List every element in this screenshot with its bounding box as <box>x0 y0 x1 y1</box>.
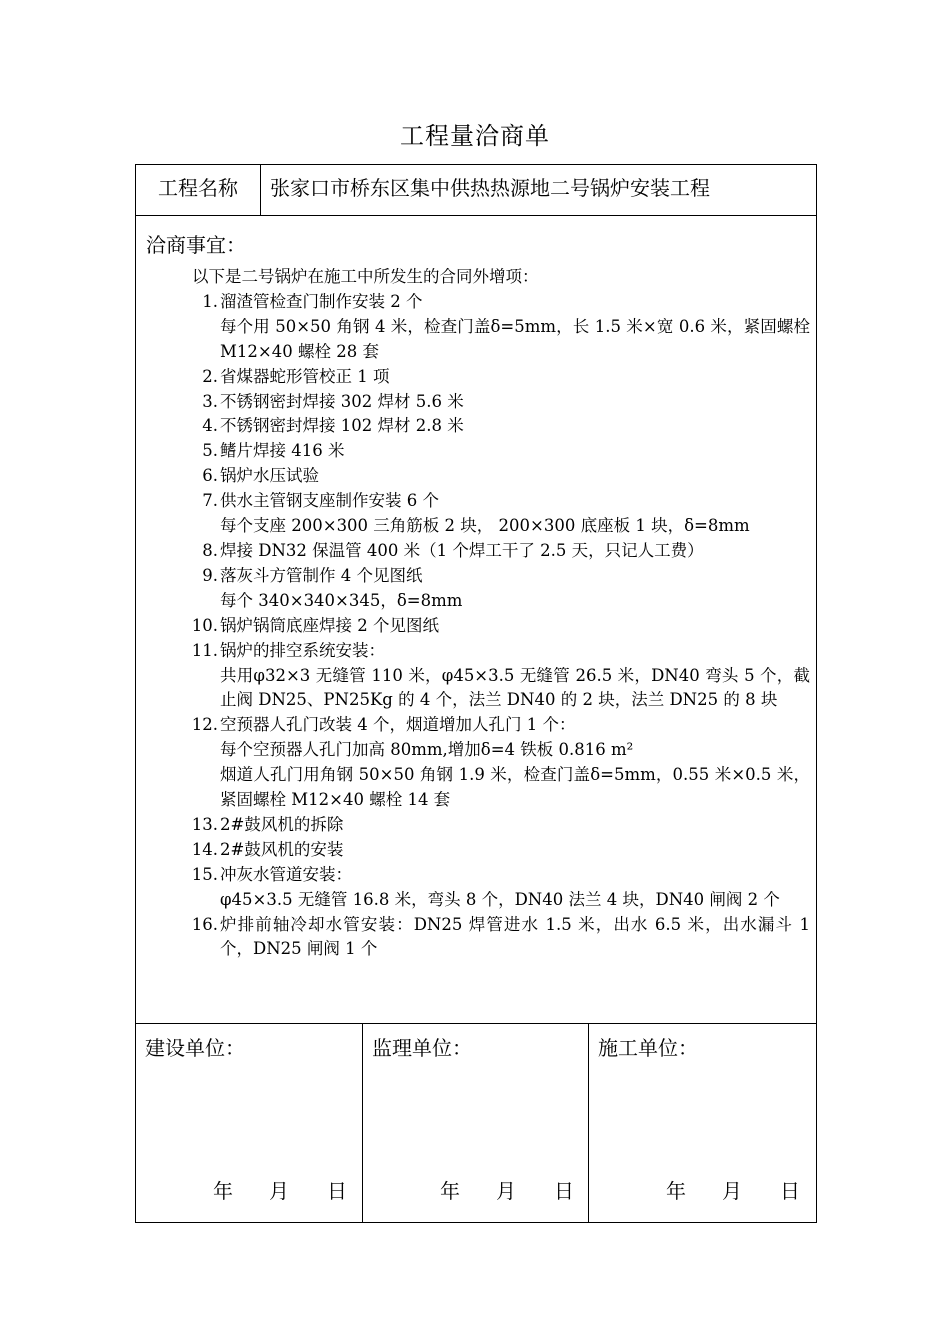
item-number: 7. <box>202 491 218 511</box>
list-item <box>192 614 810 639</box>
item-line: 每个空预器人孔门加高 80mm,增加δ=4 铁板 0.816 m² <box>220 740 634 760</box>
item-line: 不锈钢密封焊接 102 焊材 2.8 米 <box>220 416 464 436</box>
date-month: 月 <box>496 1179 516 1203</box>
list-item <box>192 539 810 564</box>
item-line: 溜渣管检查门制作安装 2 个 <box>220 291 423 311</box>
item-number: 9. <box>202 565 218 585</box>
item-line: 烟道人孔门用角钢 50×50 角钢 1.9 米，检查门盖δ=5mm，0.55 米×0.5 米，紧固螺栓 M12×40 螺栓 14 套 <box>220 765 810 810</box>
signature-cell-contractor <box>589 1023 816 1222</box>
project-name-row <box>136 165 816 216</box>
item-line: 空预器人孔门改装 4 个，烟道增加人孔门 1 个： <box>220 715 576 735</box>
matters-content <box>192 265 810 962</box>
item-number: 12. <box>191 715 218 735</box>
list-item <box>192 290 810 365</box>
item-line: 锅炉水压试验 <box>220 466 319 486</box>
item-line: 冲灰水管道安装： <box>220 864 352 884</box>
item-number: 10. <box>191 615 218 635</box>
item-line: 每个支座 200×300 三角筋板 2 块， 200×300 底座板 1 块，δ=8mm <box>220 516 750 536</box>
matters-intro: 以下是二号锅炉在施工中所发生的合同外增项： <box>192 267 539 286</box>
item-number: 15. <box>191 864 218 884</box>
list-item <box>192 813 810 838</box>
list-item <box>192 489 810 539</box>
item-line: 省煤器蛇形管校正 1 项 <box>220 366 390 386</box>
matters-heading: 洽商事宜： <box>146 233 246 257</box>
signature-date <box>440 1175 574 1204</box>
date-year: 年 <box>666 1179 686 1203</box>
date-month: 月 <box>269 1179 289 1203</box>
list-item <box>192 913 810 963</box>
signature-label: 建设单位： <box>145 1036 245 1060</box>
list-item <box>192 639 810 714</box>
signature-cell-owner <box>136 1023 363 1222</box>
form-table <box>135 164 817 1223</box>
signature-label: 施工单位： <box>598 1036 698 1060</box>
item-number: 16. <box>191 914 218 934</box>
item-number: 6. <box>202 466 218 486</box>
date-day: 日 <box>327 1179 347 1203</box>
item-line: 2#鼓风机的安装 <box>220 839 344 859</box>
item-number: 13. <box>191 814 218 834</box>
project-name-label: 工程名称 <box>136 165 261 215</box>
item-line: 焊接 DN32 保温管 400 米（1 个焊工干了 2.5 天，只记人工费） <box>220 540 704 560</box>
item-line: 供水主管钢支座制作安装 6 个 <box>220 491 439 511</box>
date-day: 日 <box>780 1179 800 1203</box>
project-name-value: 张家口市桥东区集中供热热源地二号锅炉安装工程 <box>270 176 710 200</box>
item-line: 共用φ32×3 无缝管 110 米，φ45×3.5 无缝管 26.5 米，DN40 弯头 5 个，截止阀 DN25、PN25Kg 的 4 个，法兰 DN40 的 2 块，法兰 DN25 的 8 块 <box>220 665 810 710</box>
item-number: 2. <box>202 366 218 386</box>
date-year: 年 <box>440 1179 460 1203</box>
item-number: 5. <box>202 441 218 461</box>
list-item <box>192 414 810 439</box>
signature-date <box>666 1175 800 1204</box>
item-line: 炉排前轴冷却水管安装：DN25 焊管进水 1.5 米，出水 6.5 米，出水漏斗 1 个，DN25 闸阀 1 个 <box>220 914 810 959</box>
list-item <box>192 838 810 863</box>
item-line: 落灰斗方管制作 4 个见图纸 <box>220 565 423 585</box>
item-line: 每个 340×340×345，δ=8mm <box>220 590 463 610</box>
signature-label: 监理单位： <box>372 1036 472 1060</box>
matters-cell <box>136 215 816 1024</box>
item-number: 3. <box>202 391 218 411</box>
item-line: 不锈钢密封焊接 302 焊材 5.6 米 <box>220 391 464 411</box>
item-number: 14. <box>191 839 218 859</box>
list-item <box>192 365 810 390</box>
item-line: 锅炉锅筒底座焊接 2 个见图纸 <box>220 615 439 635</box>
signature-date <box>213 1175 347 1204</box>
item-line: 2#鼓风机的拆除 <box>220 814 344 834</box>
item-number: 8. <box>202 540 218 560</box>
list-item <box>192 713 810 813</box>
date-year: 年 <box>213 1179 233 1203</box>
date-day: 日 <box>554 1179 574 1203</box>
item-line: φ45×3.5 无缝管 16.8 米，弯头 8 个，DN40 法兰 4 块，DN40 闸阀 2 个 <box>220 889 780 909</box>
list-item <box>192 464 810 489</box>
item-number: 4. <box>202 416 218 436</box>
item-number: 1. <box>202 291 218 311</box>
item-line: 每个用 50×50 角钢 4 米，检查门盖δ=5mm，长 1.5 米×宽 0.6 米，紧固螺栓 M12×40 螺栓 28 套 <box>220 316 810 361</box>
document-title: 工程量洽商单 <box>400 122 550 150</box>
signature-row <box>136 1023 816 1222</box>
list-item <box>192 863 810 913</box>
signature-cell-supervisor <box>363 1023 589 1222</box>
list-item <box>192 390 810 415</box>
list-item <box>192 564 810 614</box>
list-item <box>192 439 810 464</box>
date-month: 月 <box>722 1179 742 1203</box>
item-number: 11. <box>191 640 218 660</box>
item-line: 锅炉的排空系统安装： <box>220 640 385 660</box>
item-line: 鳍片焊接 416 米 <box>220 441 345 461</box>
